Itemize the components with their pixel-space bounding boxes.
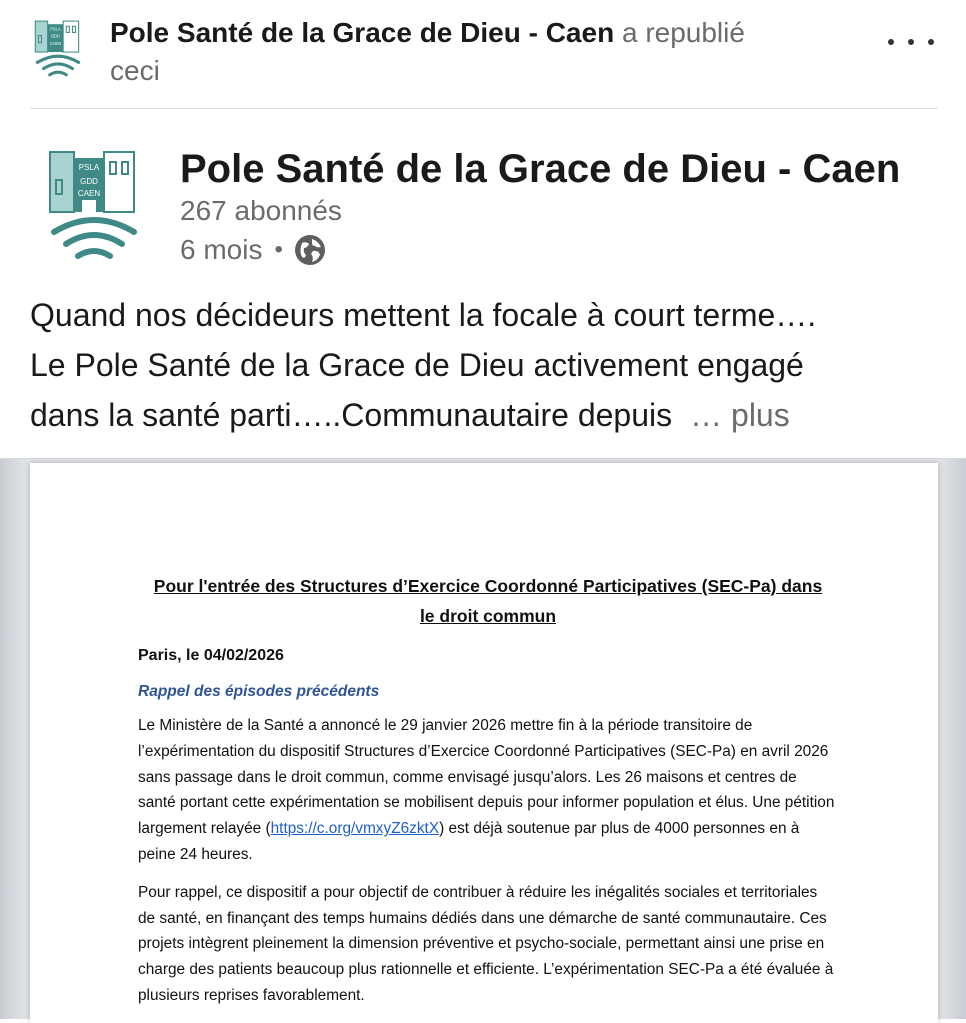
repost-header [0,0,966,110]
header-divider [30,108,938,109]
more-options-button[interactable] [884,24,938,60]
org-logo-small[interactable] [32,18,84,82]
logo-text-2: GDD [80,177,98,186]
post-body [30,290,940,440]
paragraph-text: ) est déjà soutenue par plus de 4000 personnes en à peine 24 heures. [138,820,800,863]
post-text-line: Le Pole Santé de la Grace de Dieu activement engagé [30,347,804,383]
logo-text-3: CAEN [49,40,62,46]
follower-count: 267 abonnés [180,195,342,226]
repost-org-name[interactable]: Pole Santé de la Grace de Dieu - Caen [110,17,615,48]
org-logo[interactable] [44,146,144,270]
logo-text-1: PSLA [78,163,100,172]
post-meta [180,232,327,268]
more-dot-icon [928,39,934,45]
post-author [0,110,966,280]
document-section-heading: Rappel des épisodes précédents [138,683,380,700]
paragraph-text: Le Ministère de la Santé a annoncé le 29 janvier 2026 mettre fin à la période transitoire de l’expérimentation du dispositif Structures d’Exercice Coordonné Participatives (SEC-Pa) en avril 2026 sans passage dans le droit commun, comme envisagé jusqu’alors. Les 26 maisons et centres de santé portant cette expérimentation se mobilisent depuis pour informer population et élus. Une pétition largement relayée ( [138,717,835,838]
repost-verb: a republié [621,17,745,48]
document-title-line: le droit commun [419,606,557,626]
meta-separator: • [274,236,283,263]
post-text-fragment: dans la santé parti…..Communautaire depuis [30,397,673,433]
logo-text-2: GDD [50,33,60,39]
see-more-link[interactable]: … plus [690,397,790,433]
document-page [30,463,938,1023]
more-dot-icon [888,39,894,45]
document-preview[interactable] [0,458,966,1019]
document-title [138,571,838,631]
document-content [138,571,838,1009]
document-paragraph: Pour rappel, ce dispositif a pour objectif de contribuer à réduire les inégalités sociales et territoriales de santé, en finançant des temps humains dédiés dans une démarche de santé communautaire. Ces projets intègrent pleinement la dimension préventive et psycho-sociale, permettant ainsi une prise en charge des patients beaucoup plus rationnelle et efficiente. L’expérimentation SEC-Pa a été évaluée à plusieurs reprises favorablement. [138,883,834,1004]
document-title-line: Pour l'entrée des Structures d’Exercice Coordonné Participatives (SEC-Pa) dans [153,576,823,596]
document-paragraph [138,713,838,868]
globe-icon [293,233,327,267]
petition-link[interactable]: https://c.org/vmxyZ6zktX [270,820,440,838]
post-text-line: Quand nos décideurs mettent la focale à court terme…. [30,297,817,333]
post-age: 6 mois [180,234,263,265]
document-date: Paris, le 04/02/2026 [138,647,284,664]
logo-text-1: PSLA [50,26,61,32]
repost-line [110,16,745,50]
post-text-line [30,390,940,440]
author-name[interactable]: Pole Santé de la Grace de Dieu - Caen [180,147,901,191]
more-dot-icon [908,39,914,45]
repost-object: ceci [110,55,160,86]
logo-text-3: CAEN [77,189,101,198]
